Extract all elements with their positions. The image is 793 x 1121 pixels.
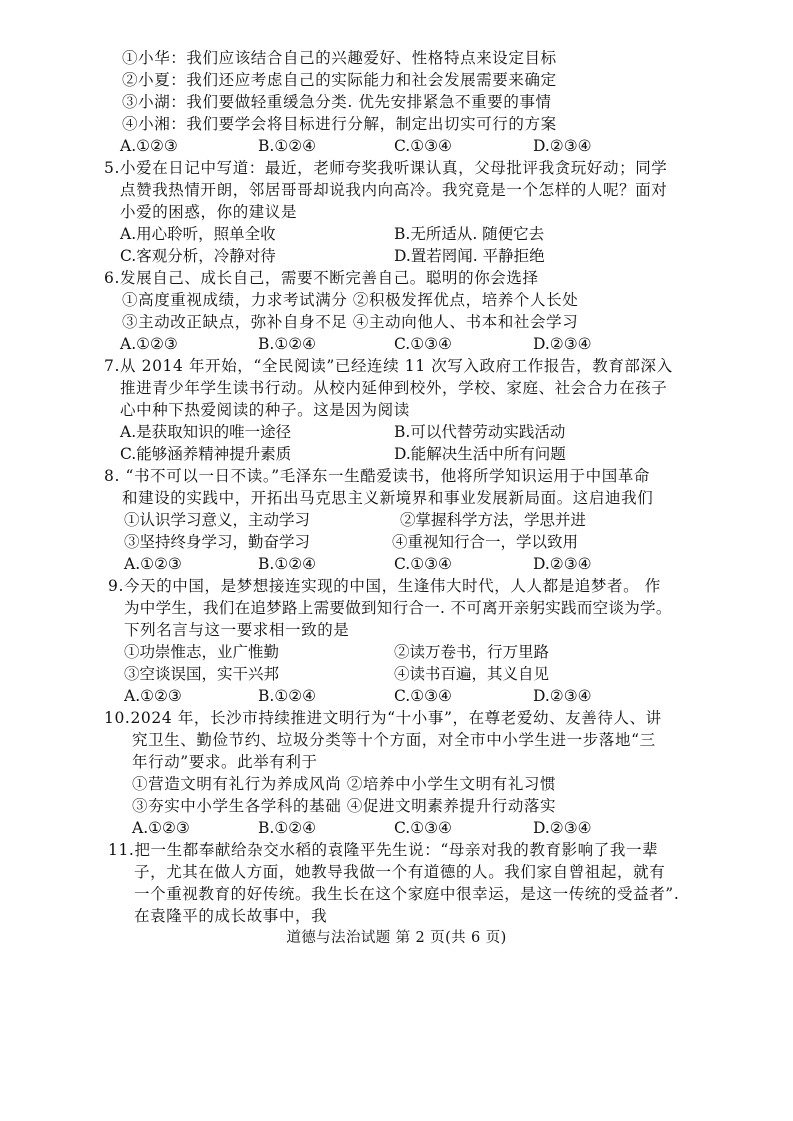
q10-stem-3: 年行动”要求。此举有利于 [132,753,318,771]
q4-item-2: ②小夏：我们还应考虑自己的实际能力和社会发展需要来确定 [122,71,557,89]
q5-stem-1: 5.小爱在日记中写道：最近，老师夸奖我听课认真，父母批评我贪玩好动；同学 [104,159,668,177]
q5-option-b: B.无所适从. 随便它去 [394,225,545,243]
q9-item-3: ③空谈误国，实干兴邦 [124,665,280,683]
q10-option-d: D.②③④ [533,819,592,837]
q9-option-c: C.①③④ [394,687,452,705]
q6-option-d: D.②③④ [533,335,592,353]
q4-option-c: C.①③④ [394,137,452,155]
q8-item-1: ①认识学习意义，主动学习 [124,511,311,529]
q9-option-b: B.①②④ [258,687,317,705]
q4-option-a: A.①②③ [120,137,178,155]
q10-option-a: A.①②③ [132,819,190,837]
q6-item-row-2: ③主动改正缺点，弥补自身不足 ④主动向他人、书本和社会学习 [122,313,579,331]
q7-stem-3: 心中种下热爱阅读的种子。这是因为阅读 [120,401,410,419]
q6-option-c: C.①③④ [394,335,452,353]
q4-item-1: ①小华：我们应该结合自己的兴趣爱好、性格特点来设定目标 [122,49,557,67]
q7-option-c: C.能够涵养精神提升素质 [120,445,292,463]
q6-option-b: B.①②④ [258,335,317,353]
page-footer: 道德与法治试题 第 2 页(共 6 页) [286,930,507,946]
q5-option-a: A.用心聆听，照单全收 [120,225,276,243]
q8-item-3: ③坚持终身学习，勤奋学习 [124,533,311,551]
q7-stem-1: 7.从 2014 年开始，“全民阅读”已经连续 11 次写入政府工作报告，教育部深入 [104,357,673,375]
q4-item-3: ③小湖：我们要做轻重缓急分类. 优先安排紧急不重要的事情 [122,93,552,111]
q5-stem-3: 小爱的困惑，你的建议是 [120,203,298,221]
q4-option-b: B.①②④ [258,137,317,155]
q11-stem-2: 子，尤其在做人方面，她教导我做一个有道德的人。我们家自曾祖起，就有 [134,863,666,881]
q11-stem-1: 11.把一生都奉献给杂交水稻的袁隆平先生说：“母亲对我的教育影响了我一辈 [108,841,659,859]
q11-stem-3: 一个重视教育的好传统。我生长在这个家庭中很幸运，是这一传统的受益者”. [134,885,680,903]
q9-stem-1: 9.今天的中国，是梦想接连实现的中国，生逢伟大时代，人人都是追梦者。 作 [108,577,661,595]
q10-option-c: C.①③④ [394,819,452,837]
q9-item-4: ④读书百遍，其义自见 [394,665,550,683]
q10-item-row-1: ①营造文明有礼行为养成风尚 ②培养中小学生文明有礼习惯 [132,775,557,793]
q6-option-a: A.①②③ [120,335,178,353]
q8-stem-1: 8. “书不可以一日不读。”毛泽东一生酷爱读书，他将所学知识运用于中国革命 [104,467,651,485]
q11-stem-4: 在袁隆平的成长故事中，我 [134,907,328,925]
q9-item-1: ①功崇惟志，业广惟勤 [124,643,280,661]
q6-item-row-1: ①高度重视成绩，力求考试满分 ②积极发挥优点，培养个人长处 [122,291,579,309]
q9-option-d: D.②③④ [533,687,592,705]
q8-option-a: A.①②③ [124,555,182,573]
q8-option-d: D.②③④ [533,555,592,573]
q8-item-2: ②掌握科学方法，学思并进 [400,511,587,529]
q4-option-d: D.②③④ [533,137,592,155]
q9-stem-3: 下列名言与这一要求相一致的是 [124,621,350,639]
q5-option-c: C.客观分析，冷静对待 [120,247,276,265]
q5-stem-2: 点赞我热情开朗，邻居哥哥却说我内向高冷。我究竟是一个怎样的人呢？面对 [120,181,668,199]
q7-stem-2: 推进青少年学生读书行动。从校内延伸到校外，学校、家庭、社会合力在孩子 [120,379,668,397]
q7-option-d: D.能解决生活中所有问题 [394,445,566,463]
q7-option-a: A.是获取知识的唯一途径 [120,423,292,441]
q10-stem-2: 究卫生、勤俭节约、垃圾分类等十个方面，对全市中小学生进一步落地“三 [132,731,656,749]
q9-option-a: A.①②③ [124,687,182,705]
q8-option-b: B.①②④ [258,555,317,573]
q7-option-b: B.可以代替劳动实践活动 [394,423,566,441]
q6-stem: 6.发展自己、成长自己，需要不断完善自己。聪明的你会选择 [104,269,539,287]
q9-item-2: ②读万卷书，行万里路 [394,643,550,661]
q4-item-4: ④小湘：我们要学会将目标进行分解，制定出切实可行的方案 [122,115,557,133]
q8-stem-2: 和建设的实践中，开拓出马克思主义新境界和事业发展新局面。这启迪我们 [122,489,654,507]
q10-item-row-2: ③夯实中小学生各学科的基础 ④促进文明素养提升行动落实 [132,797,557,815]
q8-option-c: C.①③④ [394,555,452,573]
q8-item-4: ④重视知行合一，学以致用 [392,533,579,551]
q5-option-d: D.置若罔闻. 平静拒绝 [394,247,545,265]
q10-stem-1: 10.2024 年，长沙市持续推进文明行为“十小事”，在尊老爱幼、友善待人、讲 [104,709,662,727]
q10-option-b: B.①②④ [258,819,317,837]
q9-stem-2: 为中学生，我们在追梦路上需要做到知行合一. 不可离开亲躬实践而空谈为学。 [124,599,672,617]
